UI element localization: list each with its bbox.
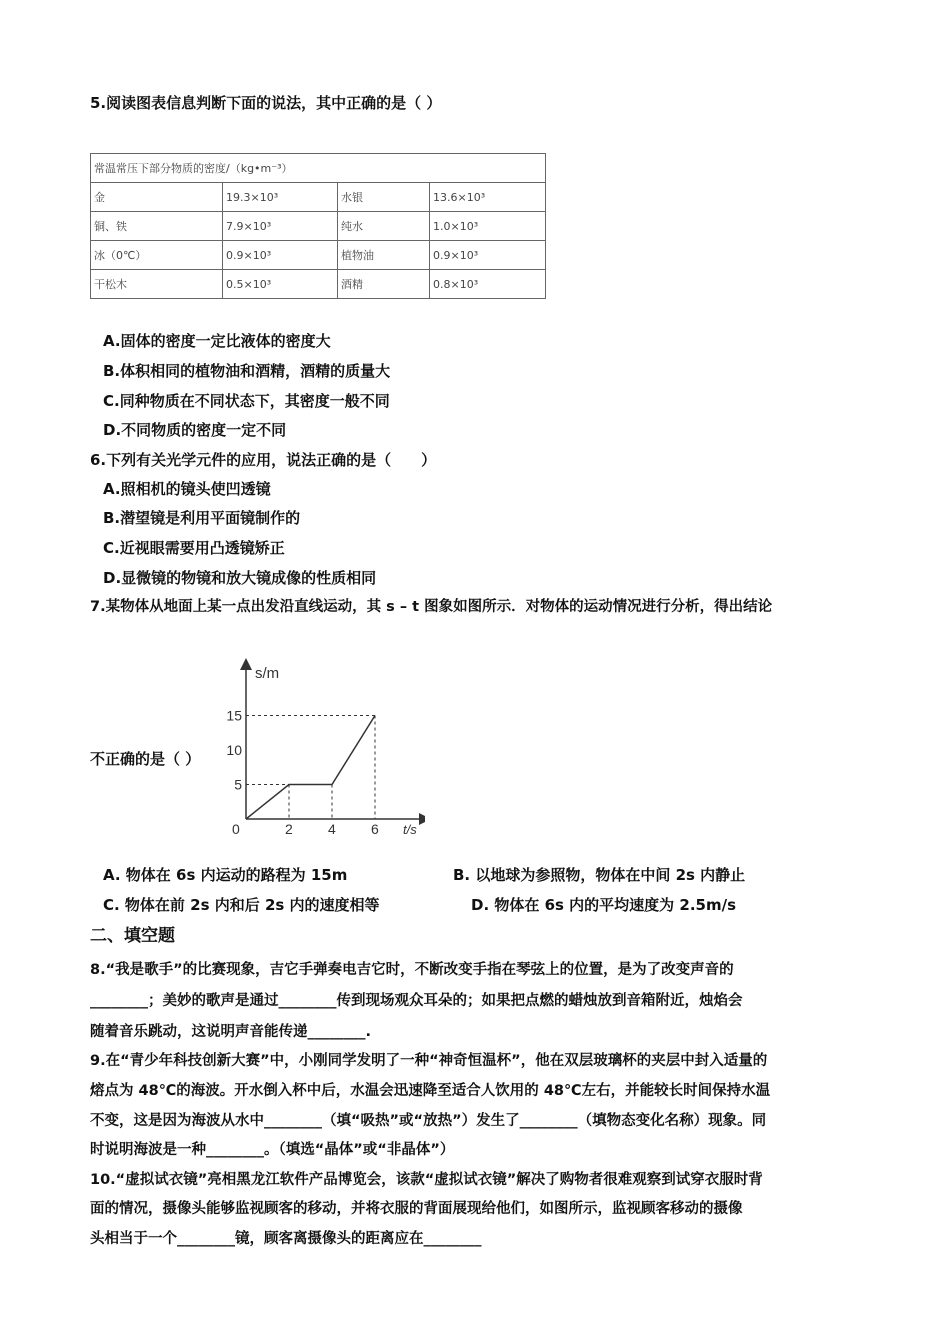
q6-option-d: D.显微镜的物镜和放大镜成像的性质相同 [103, 569, 377, 587]
q10-line-2: 面的情况，摄像头能够监视顾客的移动，并将衣服的背面展现给他们，如图所示，监视顾客移动的摄像 [90, 1201, 743, 1217]
q9-line-4: 时说明海波是一种________。（填选“晶体”或“非晶体”） [90, 1142, 455, 1158]
q6-stem: 6.下列有关光学元件的应用，说法正确的是（ ） [90, 451, 437, 469]
q10-line-3: 头相当于一个________镜，顾客离摄像头的距离应在________ [90, 1231, 482, 1247]
table-cell: 金 [91, 183, 223, 212]
table-cell: 19.3×10³ [223, 183, 338, 212]
table-cell: 13.6×10³ [430, 183, 546, 212]
table-cell: 植物油 [338, 241, 430, 270]
table-cell: 纯水 [338, 212, 430, 241]
table-cell: 1.0×10³ [430, 212, 546, 241]
q7-stem-cont: 不正确的是（ ） [90, 750, 201, 768]
table-cell: 7.9×10³ [223, 212, 338, 241]
table-cell: 铜、铁 [91, 212, 223, 241]
q9-line-2: 熔点为 48℃的海波。开水倒入杯中后，水温会迅速降至适合人饮用的 48℃左右，并能较长时间保持水温 [90, 1083, 771, 1099]
y-tick-label: 10 [226, 742, 242, 758]
q7-option-d: D. 物体在 6s 内的平均速度为 2.5m/s [471, 896, 737, 914]
x-tick-label: 6 [371, 821, 379, 837]
q5-option-d: D.不同物质的密度一定不同 [103, 421, 287, 439]
y-tick-label: 5 [234, 776, 242, 793]
q9-line-3: 不变，这是因为海波从水中________（填“吸热”或“放热”）发生了________（填物态变化名称）现象。同 [90, 1113, 767, 1129]
table-cell: 冰（0℃） [91, 241, 223, 270]
q6-option-c: C.近视眼需要用凸透镜矫正 [103, 539, 285, 557]
q7-option-b: B. 以地球为参照物，物体在中间 2s 内静止 [453, 866, 746, 884]
table-cell: 0.9×10³ [223, 241, 338, 270]
table-cell: 水银 [338, 183, 430, 212]
q5-option-a: A.固体的密度一定比液体的密度大 [103, 332, 331, 350]
x-tick-label: 0 [232, 821, 240, 837]
q5-option-c: C.同种物质在不同状态下，其密度一般不同 [103, 392, 390, 410]
q5-option-b: B.体积相同的植物油和酒精，酒精的质量大 [103, 362, 391, 380]
table-row [91, 183, 546, 212]
q6-option-a: A.照相机的镜头使凹透镜 [103, 480, 271, 498]
table-row [91, 212, 546, 241]
section-title: 二、填空题 [90, 926, 175, 946]
q7-option-c: C. 物体在前 2s 内和后 2s 内的速度相等 [103, 896, 380, 914]
st-graph [225, 658, 425, 848]
series-line [246, 716, 375, 820]
y-tick-label: 15 [226, 707, 242, 724]
y-axis-label: s/m [255, 665, 280, 682]
density-table [90, 153, 546, 299]
x-axis-label: t/s [403, 822, 417, 837]
q8-line-1: 8.“我是歌手”的比赛现象，吉它手弹奏电吉它时，不断改变手指在琴弦上的位置，是为了改变声音的 [90, 962, 734, 978]
table-row [91, 241, 546, 270]
x-tick-label: 2 [285, 821, 293, 837]
table-cell: 酒精 [338, 270, 430, 299]
q6-option-b: B.潜望镜是利用平面镜制作的 [103, 509, 301, 527]
table-cell: 0.9×10³ [430, 241, 546, 270]
q8-line-2: ________；美妙的歌声是通过________传到现场观众耳朵的；如果把点燃的蜡烛放到音箱附近，烛焰会 [90, 993, 743, 1009]
q9-line-1: 9.在“青少年科技创新大赛”中，小刚同学发明了一种“神奇恒温杯”，他在双层玻璃杯的夹层中封入适量的 [90, 1053, 768, 1069]
q7-option-a: A. 物体在 6s 内运动的路程为 15m [103, 866, 348, 884]
table-cell: 0.8×10³ [430, 270, 546, 299]
q5-stem: 5.阅读图表信息判断下面的说法，其中正确的是（ ） [90, 94, 442, 112]
density-table-title: 常温常压下部分物质的密度/（kg•m⁻³） [91, 154, 546, 183]
q10-line-1: 10.“虚拟试衣镜”亮相黑龙江软件产品博览会，该款“虚拟试衣镜”解决了购物者很难观察到试穿衣服时背 [90, 1172, 763, 1188]
table-cell: 0.5×10³ [223, 270, 338, 299]
q7-stem: 7.某物体从地面上某一点出发沿直线运动，其 s – t 图象如图所示．对物体的运动情况进行分析，得出结论 [90, 599, 773, 615]
q8-line-3: 随着音乐跳动，这说明声音能传递________. [90, 1024, 372, 1040]
table-row [91, 270, 546, 299]
x-tick-label: 4 [328, 821, 336, 837]
table-cell: 干松木 [91, 270, 223, 299]
